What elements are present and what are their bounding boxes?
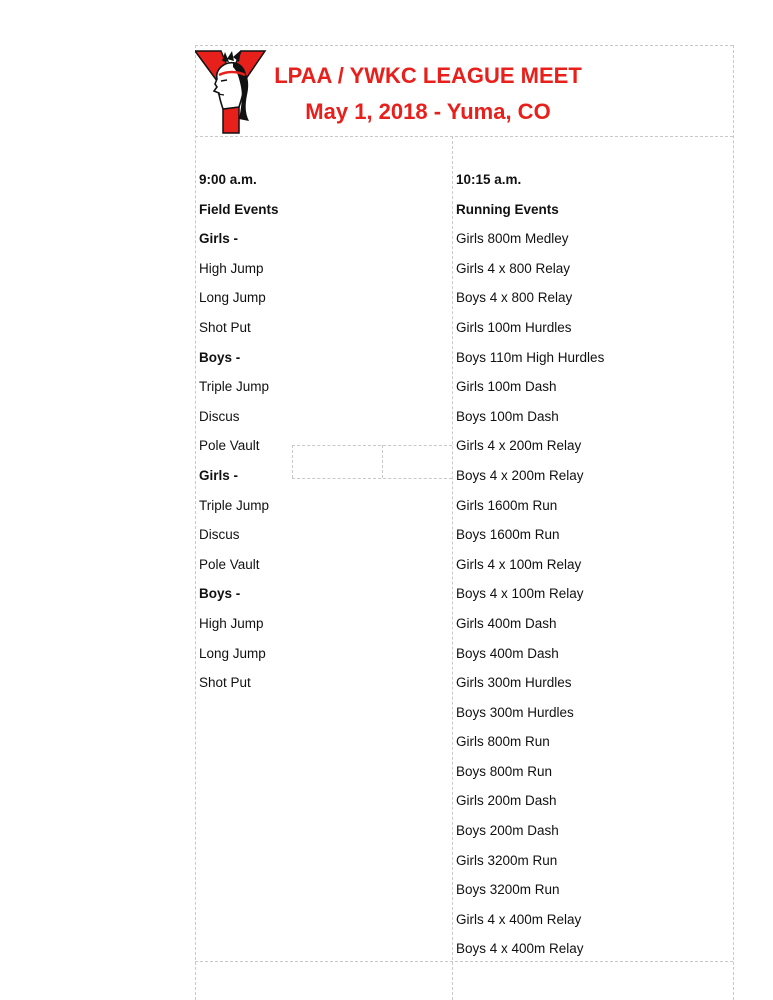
event-item: Triple Jump bbox=[199, 379, 270, 395]
event-item: Shot Put bbox=[199, 675, 251, 691]
nested-cell-left bbox=[292, 445, 293, 478]
event-item: Discus bbox=[199, 408, 240, 424]
event-item: Boys 4 x 100m Relay bbox=[456, 586, 584, 602]
event-item: Girls 800m Run bbox=[456, 734, 550, 750]
nested-cell-middle bbox=[382, 445, 383, 478]
event-item: Pole Vault bbox=[199, 438, 260, 454]
event-item: Girls 300m Hurdles bbox=[456, 675, 572, 691]
page-subtitle: May 1, 2018 - Yuma, CO bbox=[305, 99, 551, 124]
event-item: High Jump bbox=[199, 615, 264, 631]
event-item: Boys 800m Run bbox=[456, 763, 553, 779]
schedule-heading: Field Events bbox=[199, 201, 279, 217]
event-item: Girls 1600m Run bbox=[456, 497, 558, 513]
event-item: Girls 800m Medley bbox=[456, 231, 569, 247]
event-item: Girls 100m Dash bbox=[456, 379, 557, 395]
schedule-heading: 9:00 a.m. bbox=[199, 172, 257, 187]
event-item: Girls 3200m Run bbox=[456, 852, 558, 868]
running-events-column bbox=[456, 165, 604, 964]
column-divider bbox=[452, 136, 453, 1000]
event-item: Boys 110m High Hurdles bbox=[456, 349, 605, 365]
event-item: Boys 300m Hurdles bbox=[456, 704, 574, 720]
event-item: Girls 400m Dash bbox=[456, 615, 557, 631]
event-item: Boys 200m Dash bbox=[456, 823, 559, 839]
event-item: Boys 400m Dash bbox=[456, 645, 559, 661]
event-item: Pole Vault bbox=[199, 556, 260, 572]
table-border-top bbox=[195, 45, 733, 46]
event-item: Shot Put bbox=[199, 319, 251, 335]
event-item: Triple Jump bbox=[199, 497, 270, 513]
event-item: Discus bbox=[199, 527, 240, 543]
page-title: LPAA / YWKC LEAGUE MEET bbox=[274, 63, 582, 88]
event-item: Long Jump bbox=[199, 290, 266, 306]
event-item: Boys 4 x 200m Relay bbox=[456, 467, 584, 483]
event-item: Boys 100m Dash bbox=[456, 408, 559, 424]
event-item: Boys 3200m Run bbox=[456, 882, 560, 898]
table-border-left bbox=[195, 45, 196, 1000]
schedule-heading: Boys - bbox=[199, 349, 241, 365]
event-item: Girls 4 x 400m Relay bbox=[456, 911, 582, 927]
event-item: Girls 4 x 100m Relay bbox=[456, 556, 582, 572]
event-item: Boys 4 x 400m Relay bbox=[456, 941, 584, 957]
yuma-y-mascot-logo bbox=[195, 49, 267, 135]
schedule-heading: Girls - bbox=[199, 231, 239, 247]
event-item: Boys 1600m Run bbox=[456, 527, 560, 543]
event-item: Boys 4 x 800 Relay bbox=[456, 290, 573, 306]
header-row-divider bbox=[195, 136, 733, 137]
schedule-heading: Running Events bbox=[456, 201, 559, 217]
table-border-right bbox=[733, 45, 734, 1000]
schedule-heading: Boys - bbox=[199, 586, 241, 602]
event-item: Long Jump bbox=[199, 645, 266, 661]
schedule-heading: Girls - bbox=[199, 467, 239, 483]
event-item: Girls 4 x 800 Relay bbox=[456, 260, 571, 276]
event-item: High Jump bbox=[199, 260, 264, 276]
nested-cell-bottom bbox=[292, 478, 452, 479]
schedule-heading: 10:15 a.m. bbox=[456, 172, 522, 187]
event-item: Girls 200m Dash bbox=[456, 793, 557, 809]
event-item: Girls 100m Hurdles bbox=[456, 319, 572, 335]
event-item: Girls 4 x 200m Relay bbox=[456, 438, 582, 454]
field-events-column bbox=[199, 165, 279, 698]
nested-cell-top bbox=[292, 445, 452, 446]
logo-icon bbox=[195, 49, 267, 135]
